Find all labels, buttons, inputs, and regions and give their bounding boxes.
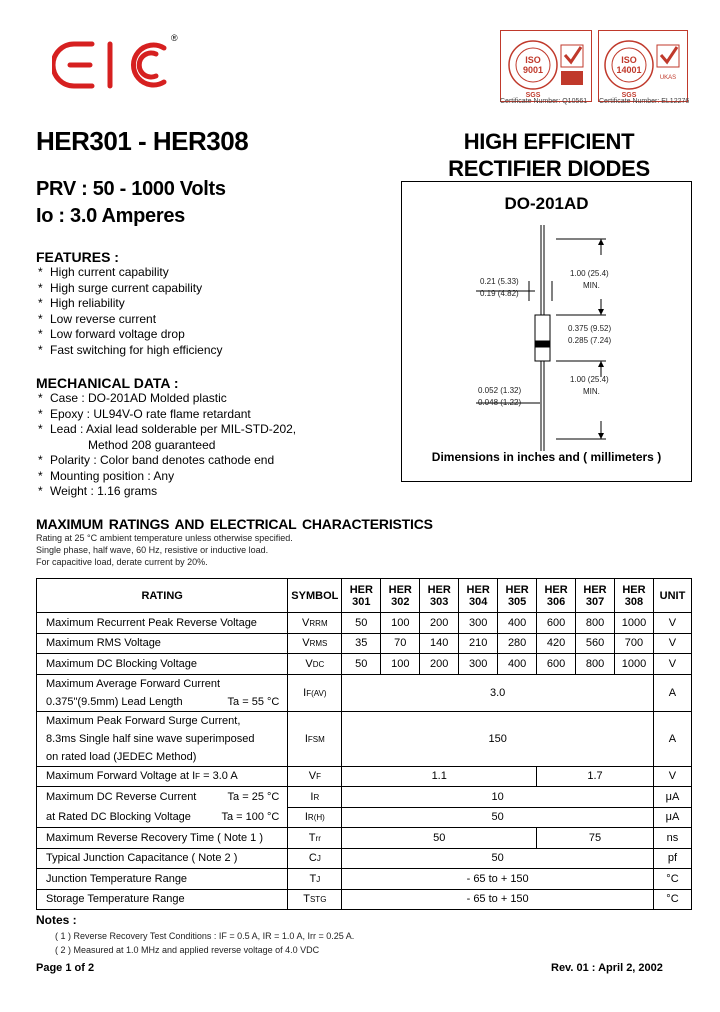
svg-text:9001: 9001	[522, 65, 544, 75]
svg-text:SGS: SGS	[525, 92, 541, 99]
col-her307: HER 307	[576, 579, 615, 613]
table-row: Maximum Reverse Recovery Time ( Note 1 ) Trr 50 75 ns	[37, 828, 692, 849]
list-item: * Fast switching for high efficiency	[38, 342, 223, 357]
svg-text:ISO: ISO	[525, 55, 541, 65]
table-row: Maximum Peak Forward Surge Current, 8.3ms Single half sine wave superimposed on rated load (JEDEC Method) IFSM 150 A	[37, 711, 692, 766]
dim-bottom-min: MIN.	[583, 387, 600, 396]
iso14001-certificate	[598, 30, 688, 102]
dim-wire-diameter-max: 0.052 (1.32)	[478, 386, 522, 395]
io-rating: Io : 3.0 Amperes	[36, 205, 185, 227]
iso9001-seal-icon	[501, 31, 591, 101]
dim-body-length-min: 0.285 (7.24)	[568, 336, 612, 345]
col-her306: HER 306	[537, 579, 576, 613]
part-range-title: HER301 - HER308	[36, 126, 249, 156]
iso9001-certificate	[500, 30, 592, 102]
condition-line: For capacitive load, derate current by 20%.	[36, 557, 208, 567]
col-her301: HER 301	[342, 579, 381, 613]
col-rating: RATING	[37, 579, 288, 613]
product-title-line2: RECTIFIER DIODES	[448, 156, 650, 181]
table-row: Storage Temperature Range TSTG - 65 to + 150 °C	[37, 889, 692, 910]
svg-text:UKAS: UKAS	[659, 75, 677, 81]
dimensions-caption: Dimensions in inches and ( millimeters )	[431, 450, 662, 464]
dim-lead-diameter-max: 0.21 (5.33)	[480, 277, 519, 286]
list-item: * High current capability	[38, 265, 169, 279]
note-1: ( 1 ) Reverse Recovery Test Conditions : IF = 0.5 A, IR = 1.0 A, Irr = 0.25 A.	[55, 931, 355, 941]
list-item: * High surge current capability	[38, 280, 203, 295]
eic-logo	[52, 36, 180, 94]
list-item: * Case : DO-201AD Molded plastic	[38, 391, 227, 405]
list-item: * Weight : 1.16 grams	[38, 484, 158, 498]
list-item: * Lead : Axial lead solderable per MIL-STD-202,	[38, 422, 297, 436]
table-row: Maximum DC Blocking Voltage VDC 50 100 200 300 400 600 800 1000 V	[37, 654, 692, 675]
table-row: Typical Junction Capacitance ( Note 2 ) CJ 50 pf	[37, 848, 692, 869]
cert2-number: Certificate Number: EL12276	[599, 98, 690, 105]
table-row: Junction Temperature Range TJ - 65 to + 150 °C	[37, 869, 692, 890]
package-title: DO-201AD	[504, 194, 589, 213]
condition-line: Single phase, half wave, 60 Hz, resistive or inductive load.	[36, 545, 269, 555]
iso14001-seal-icon	[599, 31, 687, 101]
dim-bottom-length: 1.00 (25.4)	[570, 375, 609, 384]
col-her303: HER 303	[420, 579, 459, 613]
list-item: * Epoxy : UL94V-O rate flame retardant	[38, 406, 251, 421]
note-2: ( 2 ) Measured at 1.0 MHz and applied reverse voltage of 4.0 VDC	[55, 945, 320, 955]
revision-date: Rev. 01 : April 2, 2002	[551, 962, 663, 974]
mechanical-heading: MECHANICAL DATA :	[36, 375, 179, 391]
package-drawing	[401, 181, 692, 481]
dim-top-min: MIN.	[583, 281, 600, 290]
cert1-number: Certificate Number: Q10561	[500, 98, 588, 105]
dim-top-length: 1.00 (25.4)	[570, 269, 609, 278]
svg-text:14001: 14001	[616, 65, 642, 75]
table-row: Maximum DC Reverse Current Ta = 25 °C IR 10 μA	[37, 787, 692, 808]
col-her305: HER 305	[498, 579, 537, 613]
table-row: Maximum Average Forward Current 0.375"(9.5mm) Lead Length Ta = 55 °C IF(AV) 3.0 A	[37, 674, 692, 711]
ratings-table	[36, 578, 692, 910]
col-symbol: SYMBOL	[288, 579, 342, 613]
table-row: Maximum RMS Voltage VRMS 35 70 140 210 280 420 560 700 V	[37, 633, 692, 654]
table-row: at Rated DC Blocking Voltage Ta = 100 °C IR(H) 50 μA	[37, 807, 692, 828]
dim-lead-diameter-min: 0.19 (4.82)	[480, 289, 519, 298]
prv-rating: PRV : 50 - 1000 Volts	[36, 178, 226, 200]
registered-mark: ®	[171, 33, 178, 43]
list-item: * Low forward voltage drop	[38, 327, 185, 341]
dim-body-length-max: 0.375 (9.52)	[568, 324, 612, 333]
col-unit: UNIT	[653, 579, 691, 613]
notes-heading: Notes :	[36, 913, 77, 927]
col-her302: HER 302	[381, 579, 420, 613]
list-item: * Low reverse current	[38, 311, 157, 326]
col-her308: HER 308	[615, 579, 654, 613]
table-header-row	[37, 579, 692, 613]
dim-wire-diameter-min: 0.048 (1.22)	[478, 398, 522, 407]
features-list	[38, 265, 223, 358]
svg-text:ISO: ISO	[621, 55, 637, 65]
list-item: * High reliability	[38, 296, 125, 310]
product-title-line1: HIGH EFFICIENT	[463, 129, 635, 154]
ratings-heading: MAXIMUM RATINGS AND ELECTRICAL CHARACTERISTICS	[36, 516, 433, 532]
condition-line: Rating at 25 °C ambient temperature unless otherwise specified.	[36, 533, 293, 543]
list-item: * Polarity : Color band denotes cathode end	[38, 453, 275, 467]
features-heading: FEATURES :	[36, 249, 119, 265]
table-row: Maximum Forward Voltage at IF = 3.0 A VF 1.1 1.7 V	[37, 766, 692, 787]
svg-text:SGS: SGS	[621, 92, 637, 99]
list-item: * Mounting position : Any	[38, 468, 175, 483]
page-number: Page 1 of 2	[36, 962, 95, 974]
table-row: Maximum Recurrent Peak Reverse Voltage VRRM 50 100 200 300 400 600 800 1000 V	[37, 613, 692, 634]
col-her304: HER 304	[459, 579, 498, 613]
mechanical-list	[38, 391, 296, 500]
list-item-continuation: Method 208 guaranteed	[88, 437, 216, 452]
